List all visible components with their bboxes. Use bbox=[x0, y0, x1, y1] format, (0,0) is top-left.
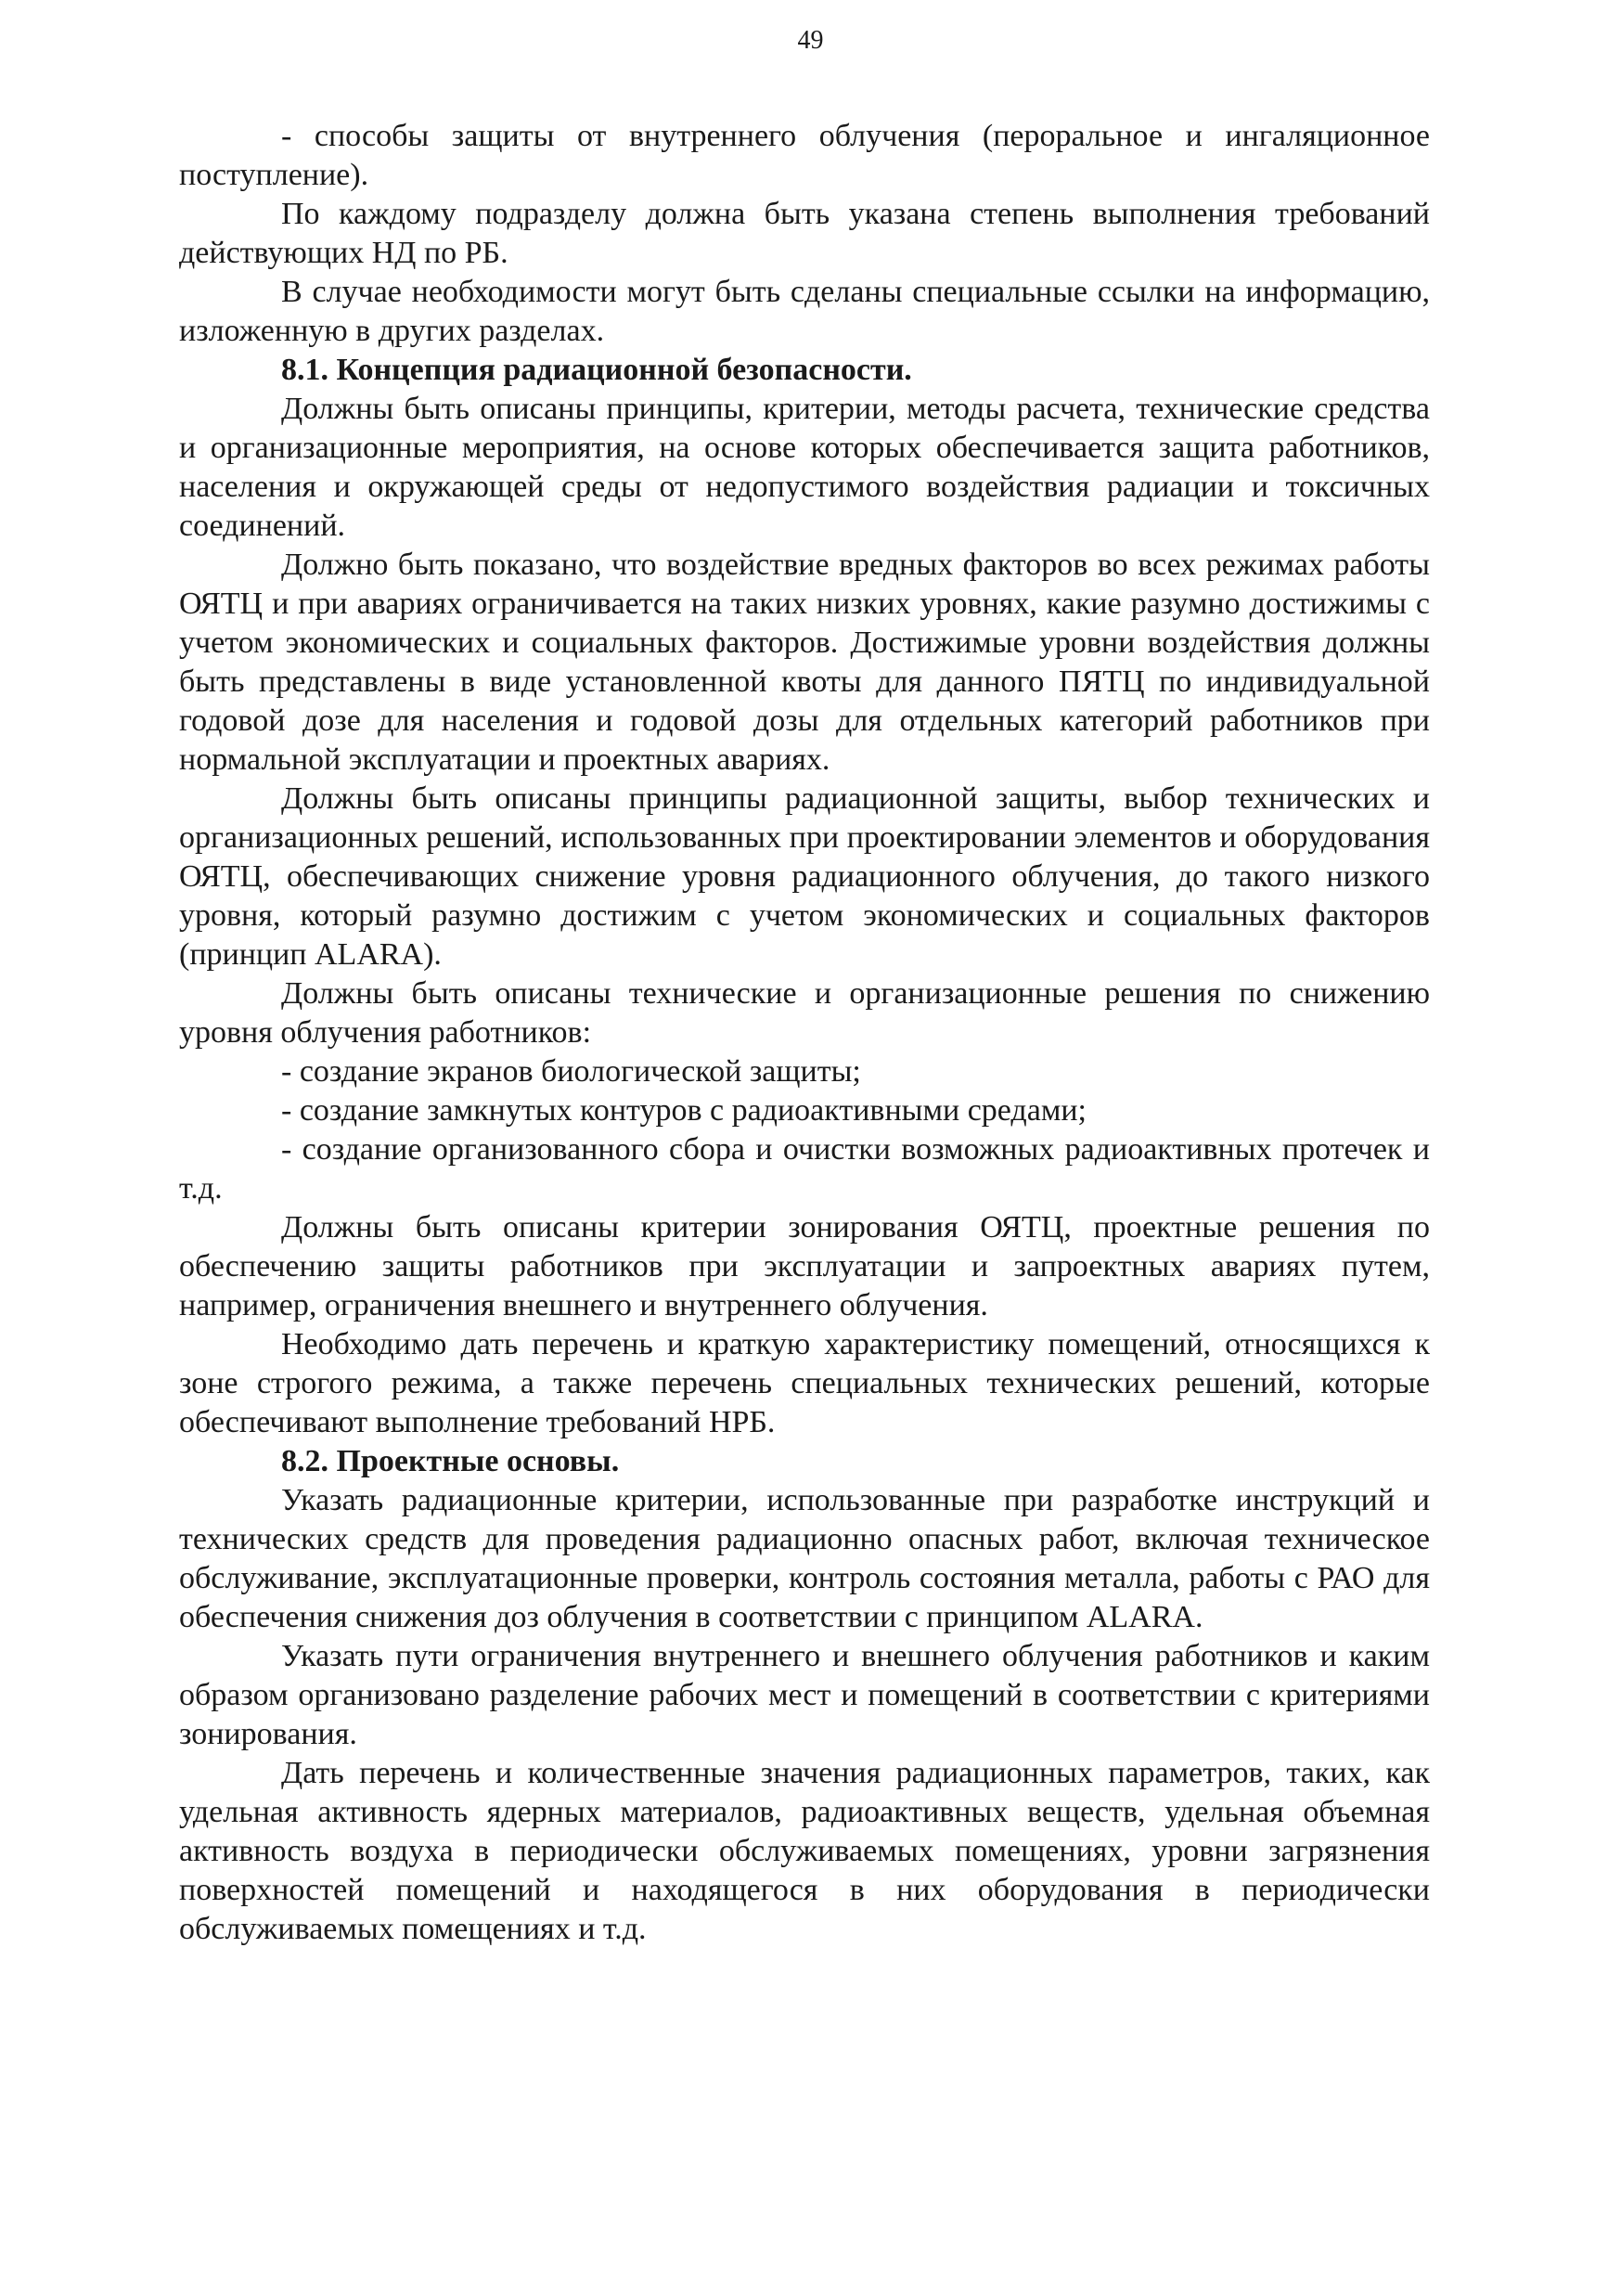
paragraph: Указать пути ограничения внутреннего и внешнего облучения работников и каким образом организовано разделение рабочих мест и помещений в соответствии с критериями зонирования. bbox=[179, 1639, 1430, 1751]
section-heading: 8.1. Концепция радиационной безопасности. bbox=[281, 353, 912, 387]
paragraph: Должны быть описаны принципы, критерии, методы расчета, технические средства и организационные мероприятия, на основе которых обеспечивается защита работников, населения и окружающей среды от недопустимого воздействия радиации и токсичных соединений. bbox=[179, 392, 1430, 543]
paragraph: Дать перечень и количественные значения радиационных параметров, таких, как удельная активность ядерных материалов, радиоактивных веществ, удельная объемная активность воздуха в периодически обслуживаемых помещениях, уровни загрязнения поверхностей помещений и находящегося в них оборудования в периодически обслуживаемых помещениях и т.д. bbox=[179, 1756, 1430, 1946]
paragraph: Должны быть описаны принципы радиационной защиты, выбор технических и организационных решений, использованных при проектировании элементов и оборудования ОЯТЦ, обеспечивающих снижение уровня радиационного облучения, до такого низкого уровня, который разумно достижим с учетом экономических и социальных факторов (принцип ALARA). bbox=[179, 781, 1430, 972]
paragraph: Необходимо дать перечень и краткую характеристику помещений, относящихся к зоне строгого режима, а также перечень специальных технических решений, которые обеспечивают выполнение требований НРБ. bbox=[179, 1327, 1430, 1439]
paragraph: - способы защиты от внутреннего облучения (пероральное и ингаляционное поступление). bbox=[179, 119, 1430, 192]
page-number: 49 bbox=[797, 26, 824, 55]
section-heading: 8.2. Проектные основы. bbox=[281, 1444, 620, 1478]
paragraph: Должны быть описаны технические и организационные решения по снижению уровня облучения работников: bbox=[179, 976, 1430, 1050]
paragraph: Указать радиационные критерии, использованные при разработке инструкций и технических средств для проведения радиационно опасных работ, включая техническое обслуживание, эксплуатационные проверки, контроль состояния металла, работы с РАО для обеспечения снижения доз облучения в соответствии с принципом ALARA. bbox=[179, 1483, 1430, 1634]
paragraph: Должны быть описаны критерии зонирования ОЯТЦ, проектные решения по обеспечению защиты работников при эксплуатации и запроектных авариях путем, например, ограничения внешнего и внутреннего облучения. bbox=[179, 1210, 1430, 1322]
paragraph: По каждому подразделу должна быть указана степень выполнения требований действующих НД по РБ. bbox=[179, 197, 1430, 270]
document-body bbox=[179, 117, 1430, 1949]
list-item: - создание организованного сбора и очистки возможных радиоактивных протечек и т.д. bbox=[179, 1132, 1430, 1206]
paragraph: Должно быть показано, что воздействие вредных факторов во всех режимах работы ОЯТЦ и при авариях ограничивается на таких низких уровнях, какие разумно достижимы с учетом экономических и социальных факторов. Достижимые уровни воздействия должны быть представлены в виде установленной квоты для данного ПЯТЦ по индивидуальной годовой дозе для населения и годовой дозы для отдельных категорий работников при нормальной эксплуатации и проектных авариях. bbox=[179, 548, 1430, 777]
list-item: - создание замкнутых контуров с радиоактивными средами; bbox=[281, 1093, 1087, 1128]
list-item: - создание экранов биологической защиты; bbox=[281, 1054, 861, 1089]
paragraph: В случае необходимости могут быть сделаны специальные ссылки на информацию, изложенную в других разделах. bbox=[179, 275, 1430, 348]
